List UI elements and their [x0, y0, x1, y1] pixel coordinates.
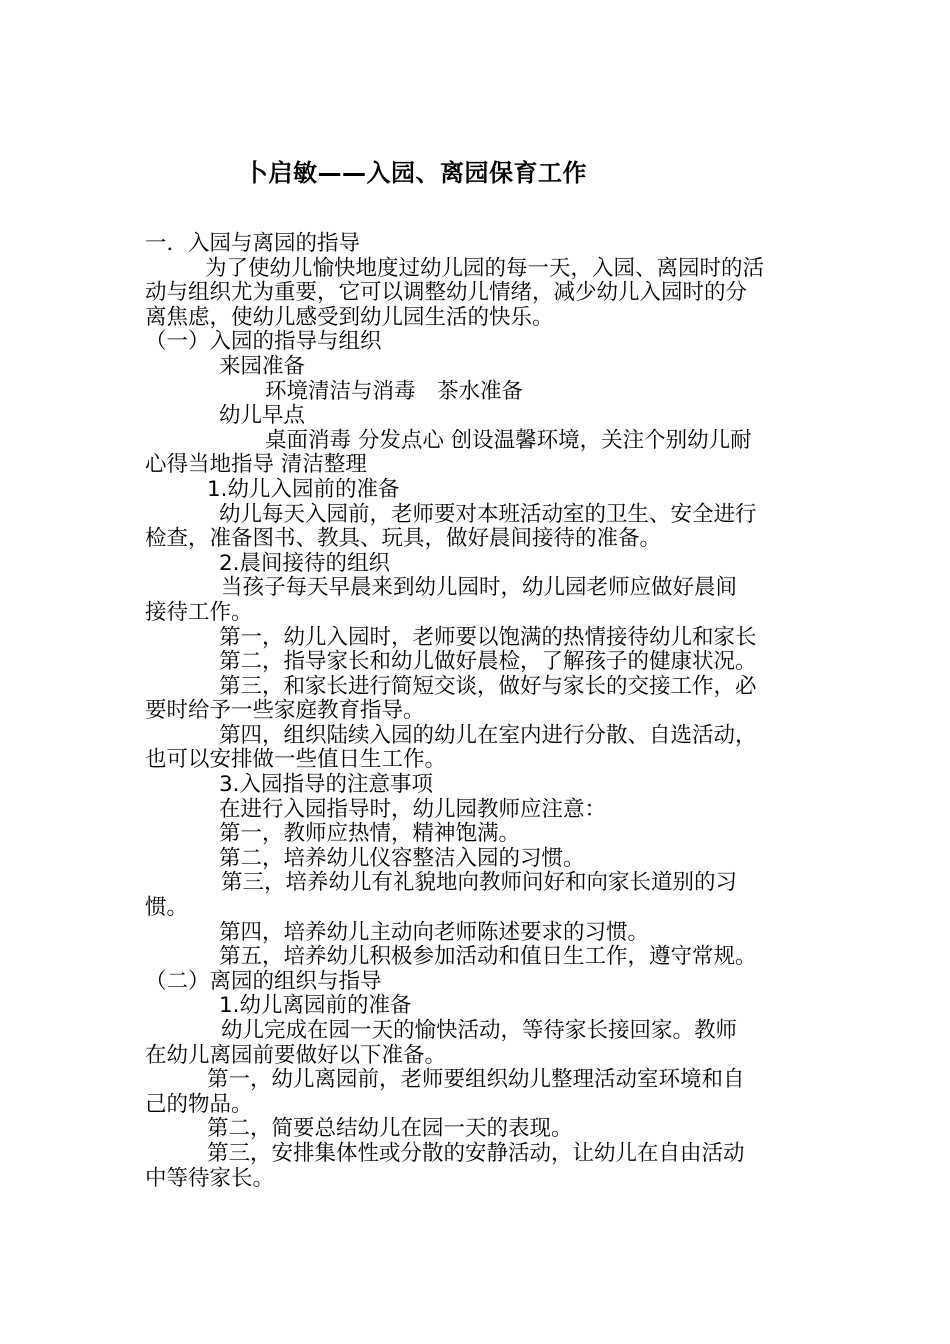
paragraph-line: 幼儿完成在园一天的愉快活动，等待家长接回家。教师: [221, 1018, 738, 1043]
section-heading: 一．入园与离园的指导: [145, 231, 361, 256]
paragraph-line: 当孩子每天早晨来到幼儿园时，幼儿园老师应做好晨间: [221, 575, 738, 601]
numbered-heading: 2.晨间接待的组织: [219, 550, 391, 576]
paragraph-line: 第三，培养幼儿有礼貌地向教师问好和向家长道别的习: [221, 870, 738, 896]
paragraph-line: 心得当地指导 清洁整理: [145, 452, 367, 478]
paragraph-line: 中等待家长。: [145, 1165, 275, 1191]
paragraph-line: 为了使幼儿愉快地度过幼儿园的每一天，入园、离园时的活: [205, 255, 765, 281]
paragraph-line: 在进行入园指导时，幼儿园教师应注意：: [219, 796, 607, 822]
numbered-heading: 1.幼儿入园前的准备: [207, 476, 400, 502]
paragraph-line: 第二，简要总结幼儿在园一天的表现。: [207, 1116, 573, 1142]
document-title: 卜启敏——入园、离园保育工作: [244, 159, 587, 187]
paragraph-line: 第二，培养幼儿仪容整洁入园的习惯。: [219, 845, 585, 871]
paragraph-line: 要时给予一些家庭教育指导。: [145, 698, 425, 724]
paragraph-line: 幼儿每天入园前，老师要对本班活动室的卫生、安全进行: [219, 501, 757, 527]
paragraph-line: 第一，幼儿离园前，老师要组织幼儿整理活动室环境和自: [207, 1067, 745, 1093]
paragraph-line: 离焦虑，使幼儿感受到幼儿园生活的快乐。: [145, 304, 554, 330]
paragraph-line: 第三，和家长进行简短交谈，做好与家长的交接工作，必: [219, 673, 757, 699]
item-heading: 幼儿早点: [219, 403, 306, 429]
paragraph-line: 第四，培养幼儿主动向老师陈述要求的习惯。: [219, 919, 650, 945]
paragraph-line: 第四，组织陆续入园的幼儿在室内进行分散、自选活动，: [219, 722, 757, 748]
numbered-heading: 1.幼儿离园前的准备: [219, 993, 412, 1019]
item-heading: 来园准备: [219, 353, 306, 379]
paragraph-line: 第三，安排集体性或分散的安静活动，让幼儿在自由活动: [207, 1140, 745, 1166]
paragraph-line: 桌面消毒 分发点心 创设温馨环境，关注个别幼儿耐: [265, 427, 752, 453]
paragraph-line: 第一，教师应热情，精神饱满。: [219, 821, 521, 847]
numbered-heading: 3.入园指导的注意事项: [219, 772, 434, 798]
paragraph-line: 己的物品。: [145, 1091, 253, 1117]
paragraph-line: 惯。: [145, 895, 189, 921]
paragraph-line: 检查，准备图书、教具、玩具，做好晨间接待的准备。: [145, 526, 662, 552]
subsection-heading: （一）入园的指导与组织: [145, 329, 382, 355]
paragraph-line: 环境清洁与消毒 茶水准备: [265, 378, 524, 404]
paragraph-line: 第一，幼儿入园时，老师要以饱满的热情接待幼儿和家长: [219, 624, 757, 650]
paragraph-line: 也可以安排做一些值日生工作。: [145, 747, 447, 773]
paragraph-line: 接待工作。: [145, 599, 253, 625]
subsection-heading: （二）离园的组织与指导: [145, 968, 382, 994]
paragraph-line: 第二，指导家长和幼儿做好晨检，了解孩子的健康状况。: [219, 649, 757, 675]
paragraph-line: 第五，培养幼儿积极参加活动和值日生工作，遵守常规。: [219, 944, 757, 970]
document-body: [145, 232, 810, 1191]
paragraph-line: 在幼儿离园前要做好以下准备。: [145, 1042, 447, 1068]
paragraph-line: 动与组织尤为重要，它可以调整幼儿情绪，减少幼儿入园时的分: [145, 280, 748, 306]
